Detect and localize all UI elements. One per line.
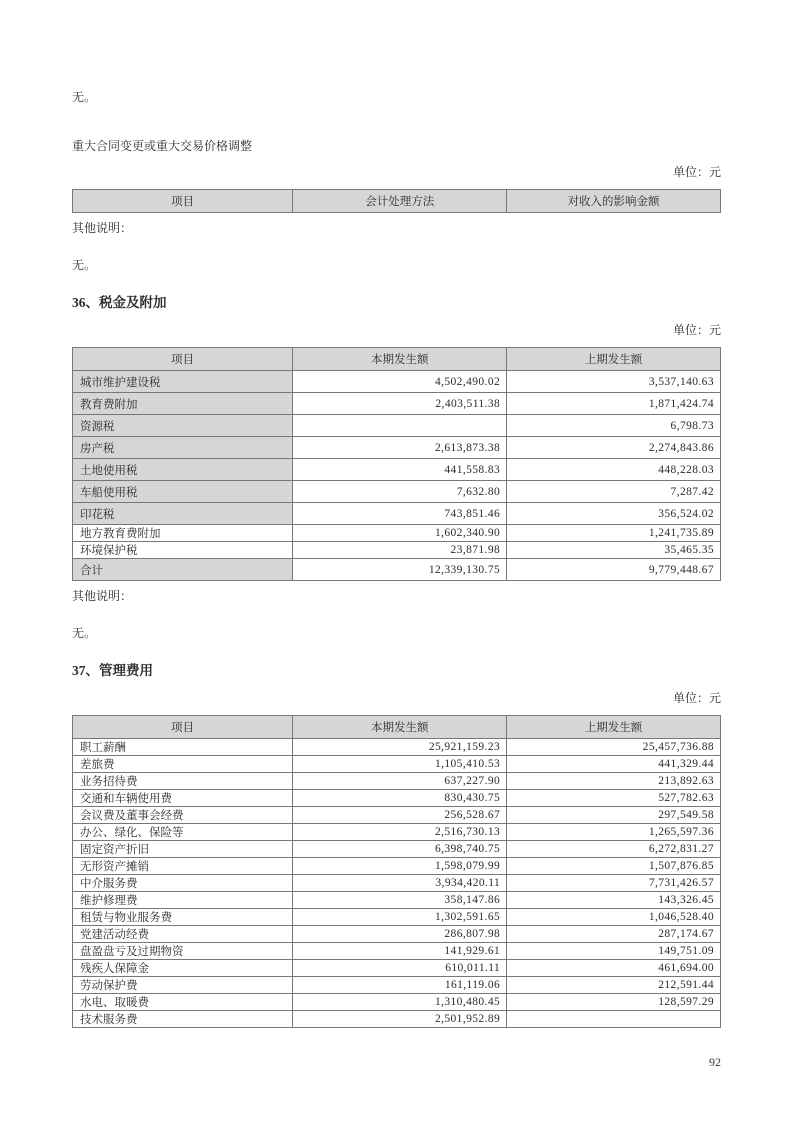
header-cell-impact: 对收入的影响金额	[507, 190, 721, 213]
item-cell: 资源税	[73, 415, 293, 437]
header-cell-item: 项目	[73, 716, 293, 739]
table-row	[73, 415, 721, 437]
table-row	[73, 943, 721, 960]
item-cell: 印花税	[73, 503, 293, 525]
item-cell: 地方教育费附加	[73, 525, 293, 542]
table-row	[73, 994, 721, 1011]
item-cell: 职工薪酬	[73, 739, 293, 756]
current-amount-cell: 2,403,511.38	[293, 393, 507, 415]
current-amount-cell: 286,807.98	[293, 926, 507, 943]
other-notes-label-2: 其他说明：	[72, 589, 133, 603]
table-header-row	[73, 348, 721, 371]
header-cell-item: 项目	[73, 348, 293, 371]
item-cell: 水电、取暖费	[73, 994, 293, 1011]
prior-amount-cell: 1,507,876.85	[507, 858, 721, 875]
unit-label-36: 单位：元	[672, 323, 721, 337]
prior-amount-cell: 7,287.42	[507, 481, 721, 503]
table-row	[73, 824, 721, 841]
table-row	[73, 977, 721, 994]
table-row	[73, 841, 721, 858]
current-amount-cell: 441,558.83	[293, 459, 507, 481]
page-number: 92	[709, 1055, 721, 1069]
header-cell-prior: 上期发生额	[507, 716, 721, 739]
item-cell: 固定资产折旧	[73, 841, 293, 858]
table-header-row	[73, 716, 721, 739]
current-amount-cell: 358,147.86	[293, 892, 507, 909]
item-cell: 劳动保护费	[73, 977, 293, 994]
table-row	[73, 909, 721, 926]
current-amount-cell: 1,302,591.65	[293, 909, 507, 926]
prior-amount-cell: 7,731,426.57	[507, 875, 721, 892]
item-cell: 土地使用税	[73, 459, 293, 481]
item-cell: 教育费附加	[73, 393, 293, 415]
item-cell: 车船使用税	[73, 481, 293, 503]
header-cell-prior: 上期发生额	[507, 348, 721, 371]
table-row	[73, 773, 721, 790]
current-amount-cell: 4,502,490.02	[293, 371, 507, 393]
table-row	[73, 542, 721, 559]
prior-amount-cell: 9,779,448.67	[507, 559, 721, 581]
table-row	[73, 926, 721, 943]
current-amount-cell: 637,227.90	[293, 773, 507, 790]
current-amount-cell: 1,598,079.99	[293, 858, 507, 875]
current-amount-cell: 256,528.67	[293, 807, 507, 824]
prior-amount-cell: 356,524.02	[507, 503, 721, 525]
item-cell: 交通和车辆使用费	[73, 790, 293, 807]
item-cell: 差旅费	[73, 756, 293, 773]
current-amount-cell: 2,516,730.13	[293, 824, 507, 841]
unit-label-contract: 单位：元	[672, 165, 721, 179]
taxes-table	[72, 347, 721, 581]
current-amount-cell: 610,011.11	[293, 960, 507, 977]
current-amount-cell: 161,119.06	[293, 977, 507, 994]
item-cell: 房产税	[73, 437, 293, 459]
item-cell: 合计	[73, 559, 293, 581]
header-cell-method: 会计处理方法	[293, 190, 507, 213]
prior-amount-cell: 25,457,736.88	[507, 739, 721, 756]
table-row	[73, 756, 721, 773]
item-cell: 租赁与物业服务费	[73, 909, 293, 926]
prior-amount-cell: 149,751.09	[507, 943, 721, 960]
table-row	[73, 790, 721, 807]
item-cell: 无形资产摊销	[73, 858, 293, 875]
prior-amount-cell: 6,272,831.27	[507, 841, 721, 858]
prior-amount-cell: 128,597.29	[507, 994, 721, 1011]
current-amount-cell: 6,398,740.75	[293, 841, 507, 858]
prior-amount-cell: 441,329.44	[507, 756, 721, 773]
current-amount-cell: 743,851.46	[293, 503, 507, 525]
item-cell: 技术服务费	[73, 1011, 293, 1028]
current-amount-cell: 1,310,480.45	[293, 994, 507, 1011]
current-amount-cell: 2,501,952.89	[293, 1011, 507, 1028]
item-cell: 维护修理费	[73, 892, 293, 909]
item-cell: 残疾人保障金	[73, 960, 293, 977]
table-row	[73, 807, 721, 824]
prior-amount-cell: 1,871,424.74	[507, 393, 721, 415]
header-cell-current: 本期发生额	[293, 716, 507, 739]
current-amount-cell	[293, 415, 507, 437]
current-amount-cell: 23,871.98	[293, 542, 507, 559]
none-text-top: 无。	[72, 90, 97, 104]
current-amount-cell: 7,632.80	[293, 481, 507, 503]
current-amount-cell: 1,105,410.53	[293, 756, 507, 773]
prior-amount-cell: 287,174.67	[507, 926, 721, 943]
item-cell: 中介服务费	[73, 875, 293, 892]
table-row	[73, 1011, 721, 1028]
prior-amount-cell: 6,798.73	[507, 415, 721, 437]
contract-heading: 重大合同变更或重大交易价格调整	[72, 139, 253, 153]
table-row	[73, 503, 721, 525]
prior-amount-cell: 1,046,528.40	[507, 909, 721, 926]
prior-amount-cell: 3,537,140.63	[507, 371, 721, 393]
prior-amount-cell: 461,694.00	[507, 960, 721, 977]
table-row	[73, 892, 721, 909]
prior-amount-cell: 297,549.58	[507, 807, 721, 824]
table-row	[73, 875, 721, 892]
current-amount-cell: 3,934,420.11	[293, 875, 507, 892]
current-amount-cell: 141,929.61	[293, 943, 507, 960]
table-row	[73, 481, 721, 503]
table-row	[73, 437, 721, 459]
prior-amount-cell: 213,892.63	[507, 773, 721, 790]
prior-amount-cell: 1,265,597.36	[507, 824, 721, 841]
prior-amount-cell: 448,228.03	[507, 459, 721, 481]
prior-amount-cell: 527,782.63	[507, 790, 721, 807]
prior-amount-cell: 143,326.45	[507, 892, 721, 909]
table-row	[73, 459, 721, 481]
item-cell: 党建活动经费	[73, 926, 293, 943]
table-row	[73, 739, 721, 756]
table-row	[73, 960, 721, 977]
item-cell: 环境保护税	[73, 542, 293, 559]
prior-amount-cell	[507, 1011, 721, 1028]
prior-amount-cell: 35,465.35	[507, 542, 721, 559]
table-row	[73, 371, 721, 393]
table-row	[73, 858, 721, 875]
section-title-36: 36、税金及附加	[72, 295, 167, 310]
table-row	[73, 393, 721, 415]
current-amount-cell: 830,430.75	[293, 790, 507, 807]
header-cell-current: 本期发生额	[293, 348, 507, 371]
prior-amount-cell: 212,591.44	[507, 977, 721, 994]
contract-table	[72, 189, 721, 213]
prior-amount-cell: 2,274,843.86	[507, 437, 721, 459]
prior-amount-cell: 1,241,735.89	[507, 525, 721, 542]
item-cell: 会议费及董事会经费	[73, 807, 293, 824]
table-row	[73, 525, 721, 542]
item-cell: 办公、绿化、保险等	[73, 824, 293, 841]
current-amount-cell: 12,339,130.75	[293, 559, 507, 581]
section-title-37: 37、管理费用	[72, 663, 153, 678]
none-text-1: 无。	[72, 258, 97, 272]
item-cell: 城市维护建设税	[73, 371, 293, 393]
admin-expenses-table	[72, 715, 721, 1028]
current-amount-cell: 1,602,340.90	[293, 525, 507, 542]
current-amount-cell: 2,613,873.38	[293, 437, 507, 459]
unit-label-37: 单位：元	[672, 691, 721, 705]
header-cell-item: 项目	[73, 190, 293, 213]
none-text-2: 无。	[72, 626, 97, 640]
other-notes-label-1: 其他说明：	[72, 221, 133, 235]
item-cell: 业务招待费	[73, 773, 293, 790]
item-cell: 盘盈盘亏及过期物资	[73, 943, 293, 960]
table-header-row	[73, 190, 721, 213]
table-row	[73, 559, 721, 581]
current-amount-cell: 25,921,159.23	[293, 739, 507, 756]
